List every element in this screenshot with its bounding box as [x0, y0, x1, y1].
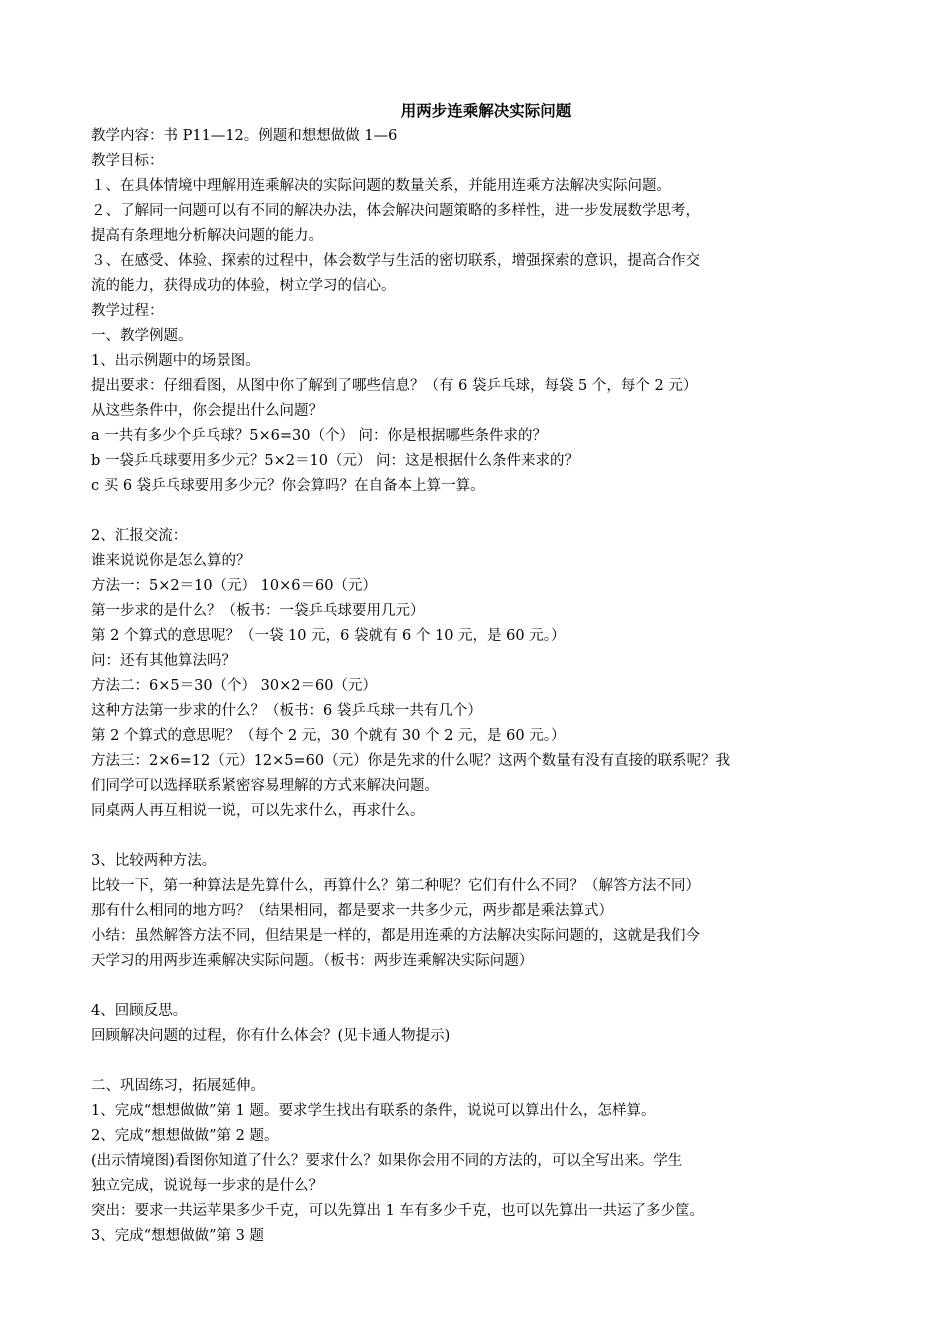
blank-line: [91, 1049, 881, 1074]
text-line: 教学过程：: [91, 303, 164, 319]
text-line: 这种方法第一步求的什么？（板书：6 袋乒乓球一共有几个）: [91, 703, 482, 719]
text-line: １、在具体情境中理解用连乘解决的实际问题的数量关系，并能用连乘方法解决实际问题。: [91, 178, 671, 194]
text-line: 独立完成，说说每一步求的是什么？: [91, 1178, 323, 1194]
text-line: 1、完成“想想做做”第 1 题。要求学生找出有联系的条件，说说可以算出什么，怎样算。: [91, 1103, 656, 1119]
text-line: 4、回顾反思。: [91, 1003, 188, 1019]
text-line: 方法三：2×6=12（元）12×5=60（元）你是先求的什么呢？这两个数量有没有直接的联系呢？我: [91, 753, 731, 769]
text-line: c 买 6 袋乒乓球要用多少元？你会算吗？在自备本上算一算。: [91, 478, 485, 494]
blank-line: [91, 499, 881, 524]
text-line: 第一步求的是什么？（板书：一袋乒乓球要用几元）: [91, 603, 425, 619]
text-line: 比较一下，第一种算法是先算什么，再算什么？第二种呢？它们有什么不同？（解答方法不同）: [91, 878, 700, 894]
text-line: 提高有条理地分析解决问题的能力。: [91, 228, 323, 244]
document-page: [91, 98, 881, 1249]
text-line: 教学目标：: [91, 153, 164, 169]
text-line: 们同学可以选择联系紧密容易理解的方式来解决问题。: [91, 778, 439, 794]
text-line: 从这些条件中，你会提出什么问题？: [91, 403, 323, 419]
text-line: ２、了解同一问题可以有不同的解决办法，体会解决问题策略的多样性，进一步发展数学思考，: [91, 203, 700, 219]
text-line: 回顾解决问题的过程，你有什么体会？(见卡通人物提示): [91, 1028, 451, 1044]
blank-line: [91, 824, 881, 849]
text-line: 提出要求：仔细看图，从图中你了解到了哪些信息？（有 6 袋乒乓球，每袋 5 个，每个 2 元）: [91, 378, 698, 394]
text-line: (出示情境图)看图你知道了什么？要求什么？如果你会用不同的方法的，可以全写出来。学生: [91, 1153, 683, 1169]
text-line: 一、教学例题。: [91, 328, 193, 344]
text-line: 谁来说说你是怎么算的？: [91, 553, 251, 569]
text-line: 问：还有其他算法吗？: [91, 653, 236, 669]
text-line: 方法一：5×2＝10（元） 10×6＝60（元）: [91, 578, 377, 594]
text-line: 小结：虽然解答方法不同，但结果是一样的，都是用连乘的方法解决实际问题的，这就是我们今: [91, 928, 700, 944]
text-line: 3、比较两种方法。: [91, 853, 217, 869]
text-line: 方法二：6×5＝30（个） 30×2＝60（元）: [91, 678, 377, 694]
blank-line: [91, 974, 881, 999]
document-body: [91, 124, 881, 1249]
text-line: 第 2 个算式的意思呢？（一袋 10 元，6 袋就有 6 个 10 元，是 60 元。）: [91, 628, 566, 644]
text-line: 流的能力，获得成功的体验，树立学习的信心。: [91, 278, 396, 294]
text-line: 那有什么相同的地方吗？（结果相同，都是要求一共多少元，两步都是乘法算式）: [91, 903, 613, 919]
text-line: 第 2 个算式的意思呢？（每个 2 元，30 个就有 30 个 2 元，是 60 元。）: [91, 728, 566, 744]
text-line: ３、在感受、体验、探索的过程中，体会数学与生活的密切联系，增强探索的意识，提高合作交: [91, 253, 700, 269]
text-line: b 一袋乒乓球要用多少元？5×2＝10（元） 问：这是根据什么条件来求的？: [91, 453, 580, 469]
text-line: 1、出示例题中的场景图。: [91, 353, 260, 369]
text-line: 3、完成“想想做做”第 3 题: [91, 1228, 264, 1244]
text-line: 2、完成“想想做做”第 2 题。: [91, 1128, 279, 1144]
text-line: 2、汇报交流：: [91, 528, 188, 544]
text-line: 教学内容：书 P11—12。例题和想想做做 1—6: [91, 128, 398, 144]
text-line: 同桌两人再互相说一说，可以先求什么，再求什么。: [91, 803, 425, 819]
document-title: 用两步连乘解决实际问题: [400, 101, 572, 120]
text-line: 二、巩固练习，拓展延伸。: [91, 1078, 265, 1094]
text-line: a 一共有多少个乒乓球？5×6=30（个） 问：你是根据哪些条件求的？: [91, 428, 548, 444]
text-line: 天学习的用两步连乘解决实际问题。（板书：两步连乘解决实际问题）: [91, 953, 534, 969]
text-line: 突出：要求一共运苹果多少千克，可以先算出 1 车有多少千克，也可以先算出一共运了多少筐。: [91, 1203, 704, 1219]
